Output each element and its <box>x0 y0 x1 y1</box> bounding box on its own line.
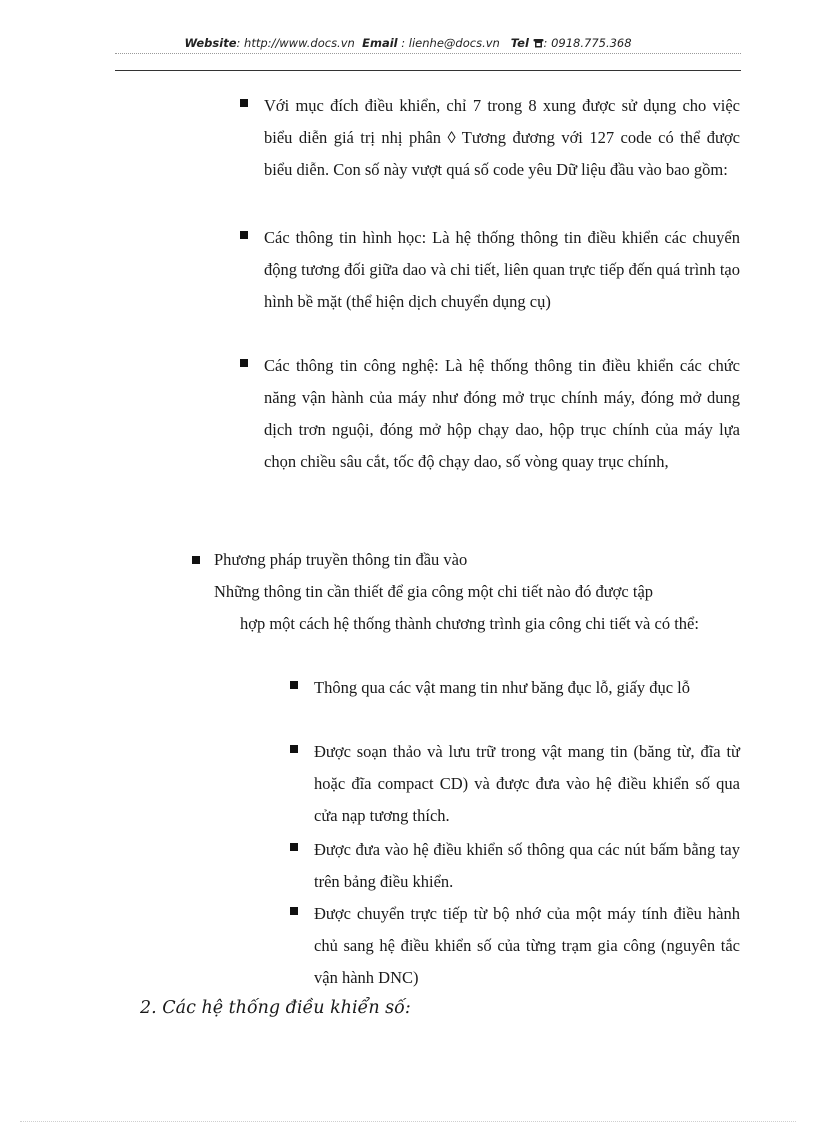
square-bullet-icon <box>290 681 298 689</box>
square-bullet-icon <box>240 231 248 239</box>
header-dotted-rule <box>115 53 741 54</box>
list-item-text: Được đưa vào hệ điều khiển số thông qua các nút bấm bằng tay trên bảng điều khiển. <box>314 840 740 891</box>
section-bullet-text: Phương pháp truyền thông tin đầu vào <box>214 550 468 569</box>
tel-value: : 0918.775.368 <box>543 36 632 50</box>
square-bullet-icon <box>240 359 248 367</box>
tel-label: Tel <box>510 36 529 50</box>
square-bullet-icon <box>290 745 298 753</box>
square-bullet-icon <box>290 843 298 851</box>
paragraph-first-line: Những thông tin cần thiết để gia công một chi tiết nào đó được tập <box>214 582 654 601</box>
body-paragraph <box>214 576 740 640</box>
list-item-text: Thông qua các vật mang tin như băng đục lỗ, giấy đục lỗ <box>314 678 690 697</box>
list-item-text: Được chuyển trực tiếp từ bộ nhớ của một máy tính điều hành chủ sang hệ điều khiển số của từng trạm gia công (nguyên tắc vận hành DNC) <box>314 904 740 987</box>
list-item-text: Các thông tin hình học: Là hệ thống thông tin điều khiển các chuyển động tương đối giữa dao và chi tiết, liên quan trực tiếp đến quá trình tạo hình bề mặt (thể hiện dịch chuyển dụng cụ) <box>264 228 740 311</box>
paragraph-continuation: hợp một cách hệ thống thành chương trình gia công chi tiết và có thể: <box>240 614 699 633</box>
website-label: Website <box>184 36 237 50</box>
phone-icon <box>533 38 544 48</box>
page-header <box>0 36 816 50</box>
list-item-text: Các thông tin công nghệ: Là hệ thống thông tin điều khiển các chức năng vận hành của máy như đóng mở trục chính máy, đóng mở dung dịch trơn nguội, đóng mở hộp chạy dao, hộp trục chính của máy lựa chọn chiều sâu cắt, tốc độ chạy dao, số vòng quay trục chính, <box>264 356 740 471</box>
list-item-text: Với mục đích điều khiển, chỉ 7 trong 8 xung được sử dụng cho việc biểu diễn giá trị nhị phân ◊ Tương đương với 127 code có thể được biểu diễn. Con số này vượt quá số code yêu Dữ liệu đầu vào bao gồm: <box>264 96 740 179</box>
list-item-text: Được soạn thảo và lưu trữ trong vật mang tin (băng từ, đĩa từ hoặc đĩa compact CD) và được đưa vào hệ điều khiển số qua cửa nạp tương thích. <box>314 742 740 825</box>
email-value: : lienhe@docs.vn <box>397 36 500 50</box>
email-label: Email <box>362 36 398 50</box>
footer-dotted-rule <box>20 1121 796 1122</box>
header-solid-rule <box>115 70 741 71</box>
square-bullet-icon <box>290 907 298 915</box>
section-heading: 2. Các hệ thống điều khiển số: <box>140 998 411 1018</box>
square-bullet-icon <box>240 99 248 107</box>
square-bullet-icon <box>192 556 200 564</box>
website-value: : http://www.docs.vn <box>236 36 355 50</box>
